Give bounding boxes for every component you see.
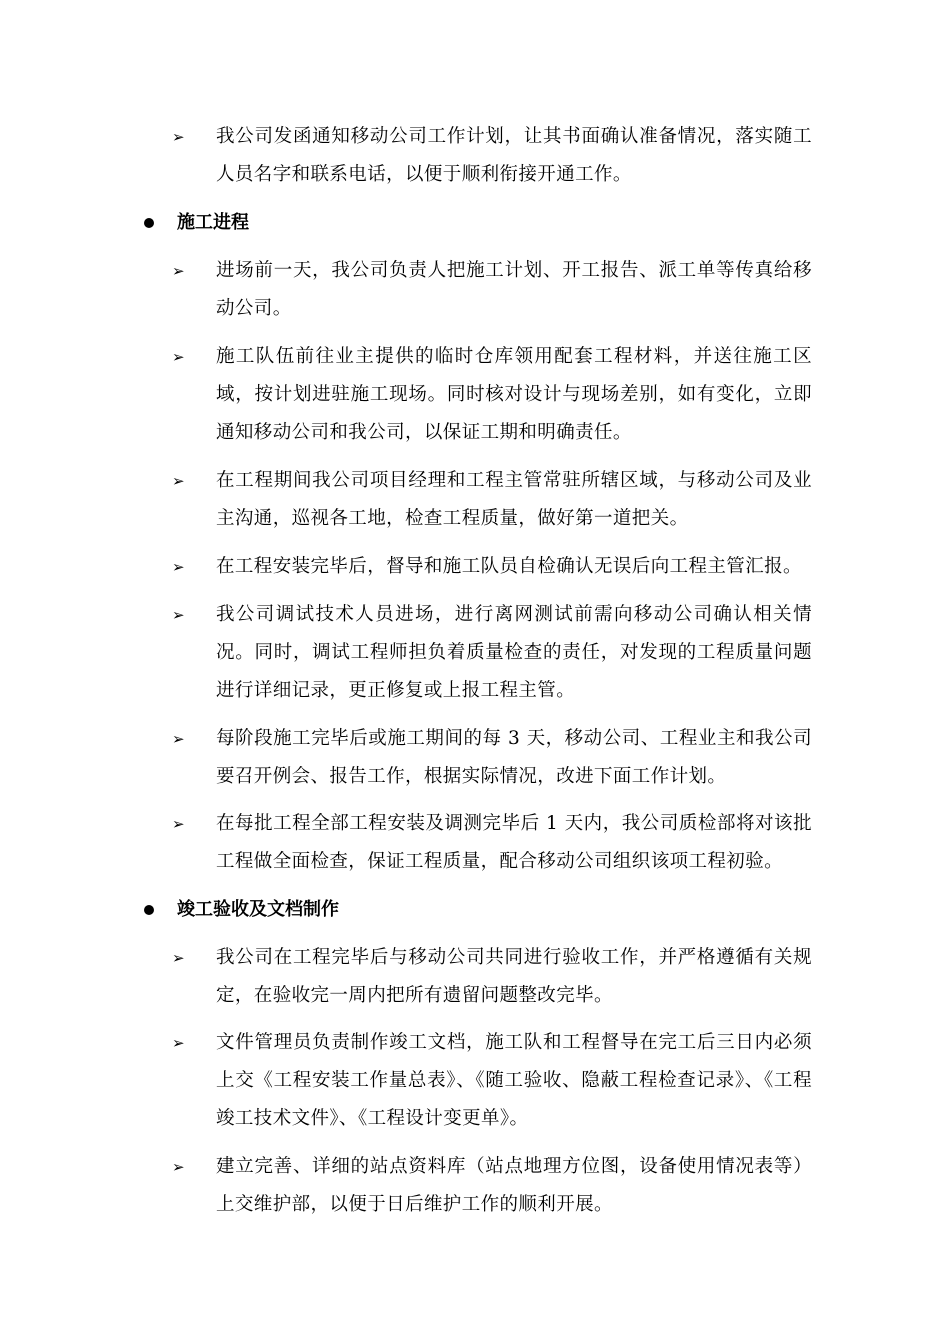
list-item-text: 每阶段施工完毕后或施工期间的每 3 天，移动公司、工程业主和我公司要召开例会、报告工作，根据实际情况，改进下面工作计划。 xyxy=(216,728,812,787)
list-item-text: 我公司调试技术人员进场，进行离网测试前需向移动公司确认相关情况。同时，调试工程师担负着质量检查的责任，对发现的工程质量问题进行详细记录，更正修复或上报工程主管。 xyxy=(216,604,812,701)
list-item xyxy=(172,338,812,452)
arrow-bullet-icon: ➢ xyxy=(172,1034,185,1052)
list-item xyxy=(172,720,812,796)
bullet-dot-icon xyxy=(144,218,154,228)
list-item-text: 我公司发函通知移动公司工作计划，让其书面确认准备情况，落实随工人员名字和联系电话，以便于顺利衔接开通工作。 xyxy=(216,126,812,185)
list-item-text: 在工程期间我公司项目经理和工程主管常驻所辖区域，与移动公司及业主沟通，巡视各工地，检查工程质量，做好第一道把关。 xyxy=(216,470,812,529)
list-item xyxy=(172,596,812,710)
list-item-text: 施工队伍前往业主提供的临时仓库领用配套工程材料，并送往施工区域，按计划进驻施工现场。同时核对设计与现场差别，如有变化，立即通知移动公司和我公司，以保证工期和明确责任。 xyxy=(216,346,812,443)
section-heading-construction xyxy=(140,204,740,242)
arrow-bullet-icon: ➢ xyxy=(172,949,185,967)
arrow-bullet-icon: ➢ xyxy=(172,815,185,833)
list-item xyxy=(172,939,812,1015)
arrow-bullet-icon: ➢ xyxy=(172,558,185,576)
list-item xyxy=(172,252,812,328)
list-item xyxy=(172,118,812,194)
arrow-bullet-icon: ➢ xyxy=(172,262,185,280)
list-item-text: 我公司在工程完毕后与移动公司共同进行验收工作，并严格遵循有关规定，在验收完一周内把所有遗留问题整改完毕。 xyxy=(216,947,812,1006)
list-item-text: 文件管理员负责制作竣工文档，施工队和工程督导在完工后三日内必须上交《工程安装工作量总表》、《随工验收、隐蔽工程检查记录》、《工程竣工技术文件》、《工程设计变更单》。 xyxy=(216,1032,812,1129)
section-heading-text: 施工进程 xyxy=(177,212,249,233)
arrow-bullet-icon: ➢ xyxy=(172,1158,185,1176)
arrow-bullet-icon: ➢ xyxy=(172,606,185,624)
list-item xyxy=(172,1024,812,1138)
section-heading-acceptance xyxy=(140,891,740,929)
list-item-text: 建立完善、详细的站点资料库（站点地理方位图，设备使用情况表等）上交维护部，以便于日后维护工作的顺利开展。 xyxy=(216,1156,812,1215)
list-item xyxy=(172,462,812,538)
arrow-bullet-icon: ➢ xyxy=(172,128,185,146)
bullet-dot-icon xyxy=(144,905,154,915)
list-item xyxy=(172,548,812,586)
arrow-bullet-icon: ➢ xyxy=(172,348,185,366)
list-item-text: 进场前一天，我公司负责人把施工计划、开工报告、派工单等传真给移动公司。 xyxy=(216,260,812,319)
arrow-bullet-icon: ➢ xyxy=(172,472,185,490)
list-item xyxy=(172,1148,812,1224)
list-item-text: 在工程安装完毕后，督导和施工队员自检确认无误后向工程主管汇报。 xyxy=(216,556,802,577)
section-heading-text: 竣工验收及文档制作 xyxy=(177,899,339,920)
list-item xyxy=(172,805,812,881)
list-item-text: 在每批工程全部工程安装及调测完毕后 1 天内，我公司质检部将对该批工程做全面检查，保证工程质量，配合移动公司组织该项工程初验。 xyxy=(216,813,812,872)
arrow-bullet-icon: ➢ xyxy=(172,730,185,748)
